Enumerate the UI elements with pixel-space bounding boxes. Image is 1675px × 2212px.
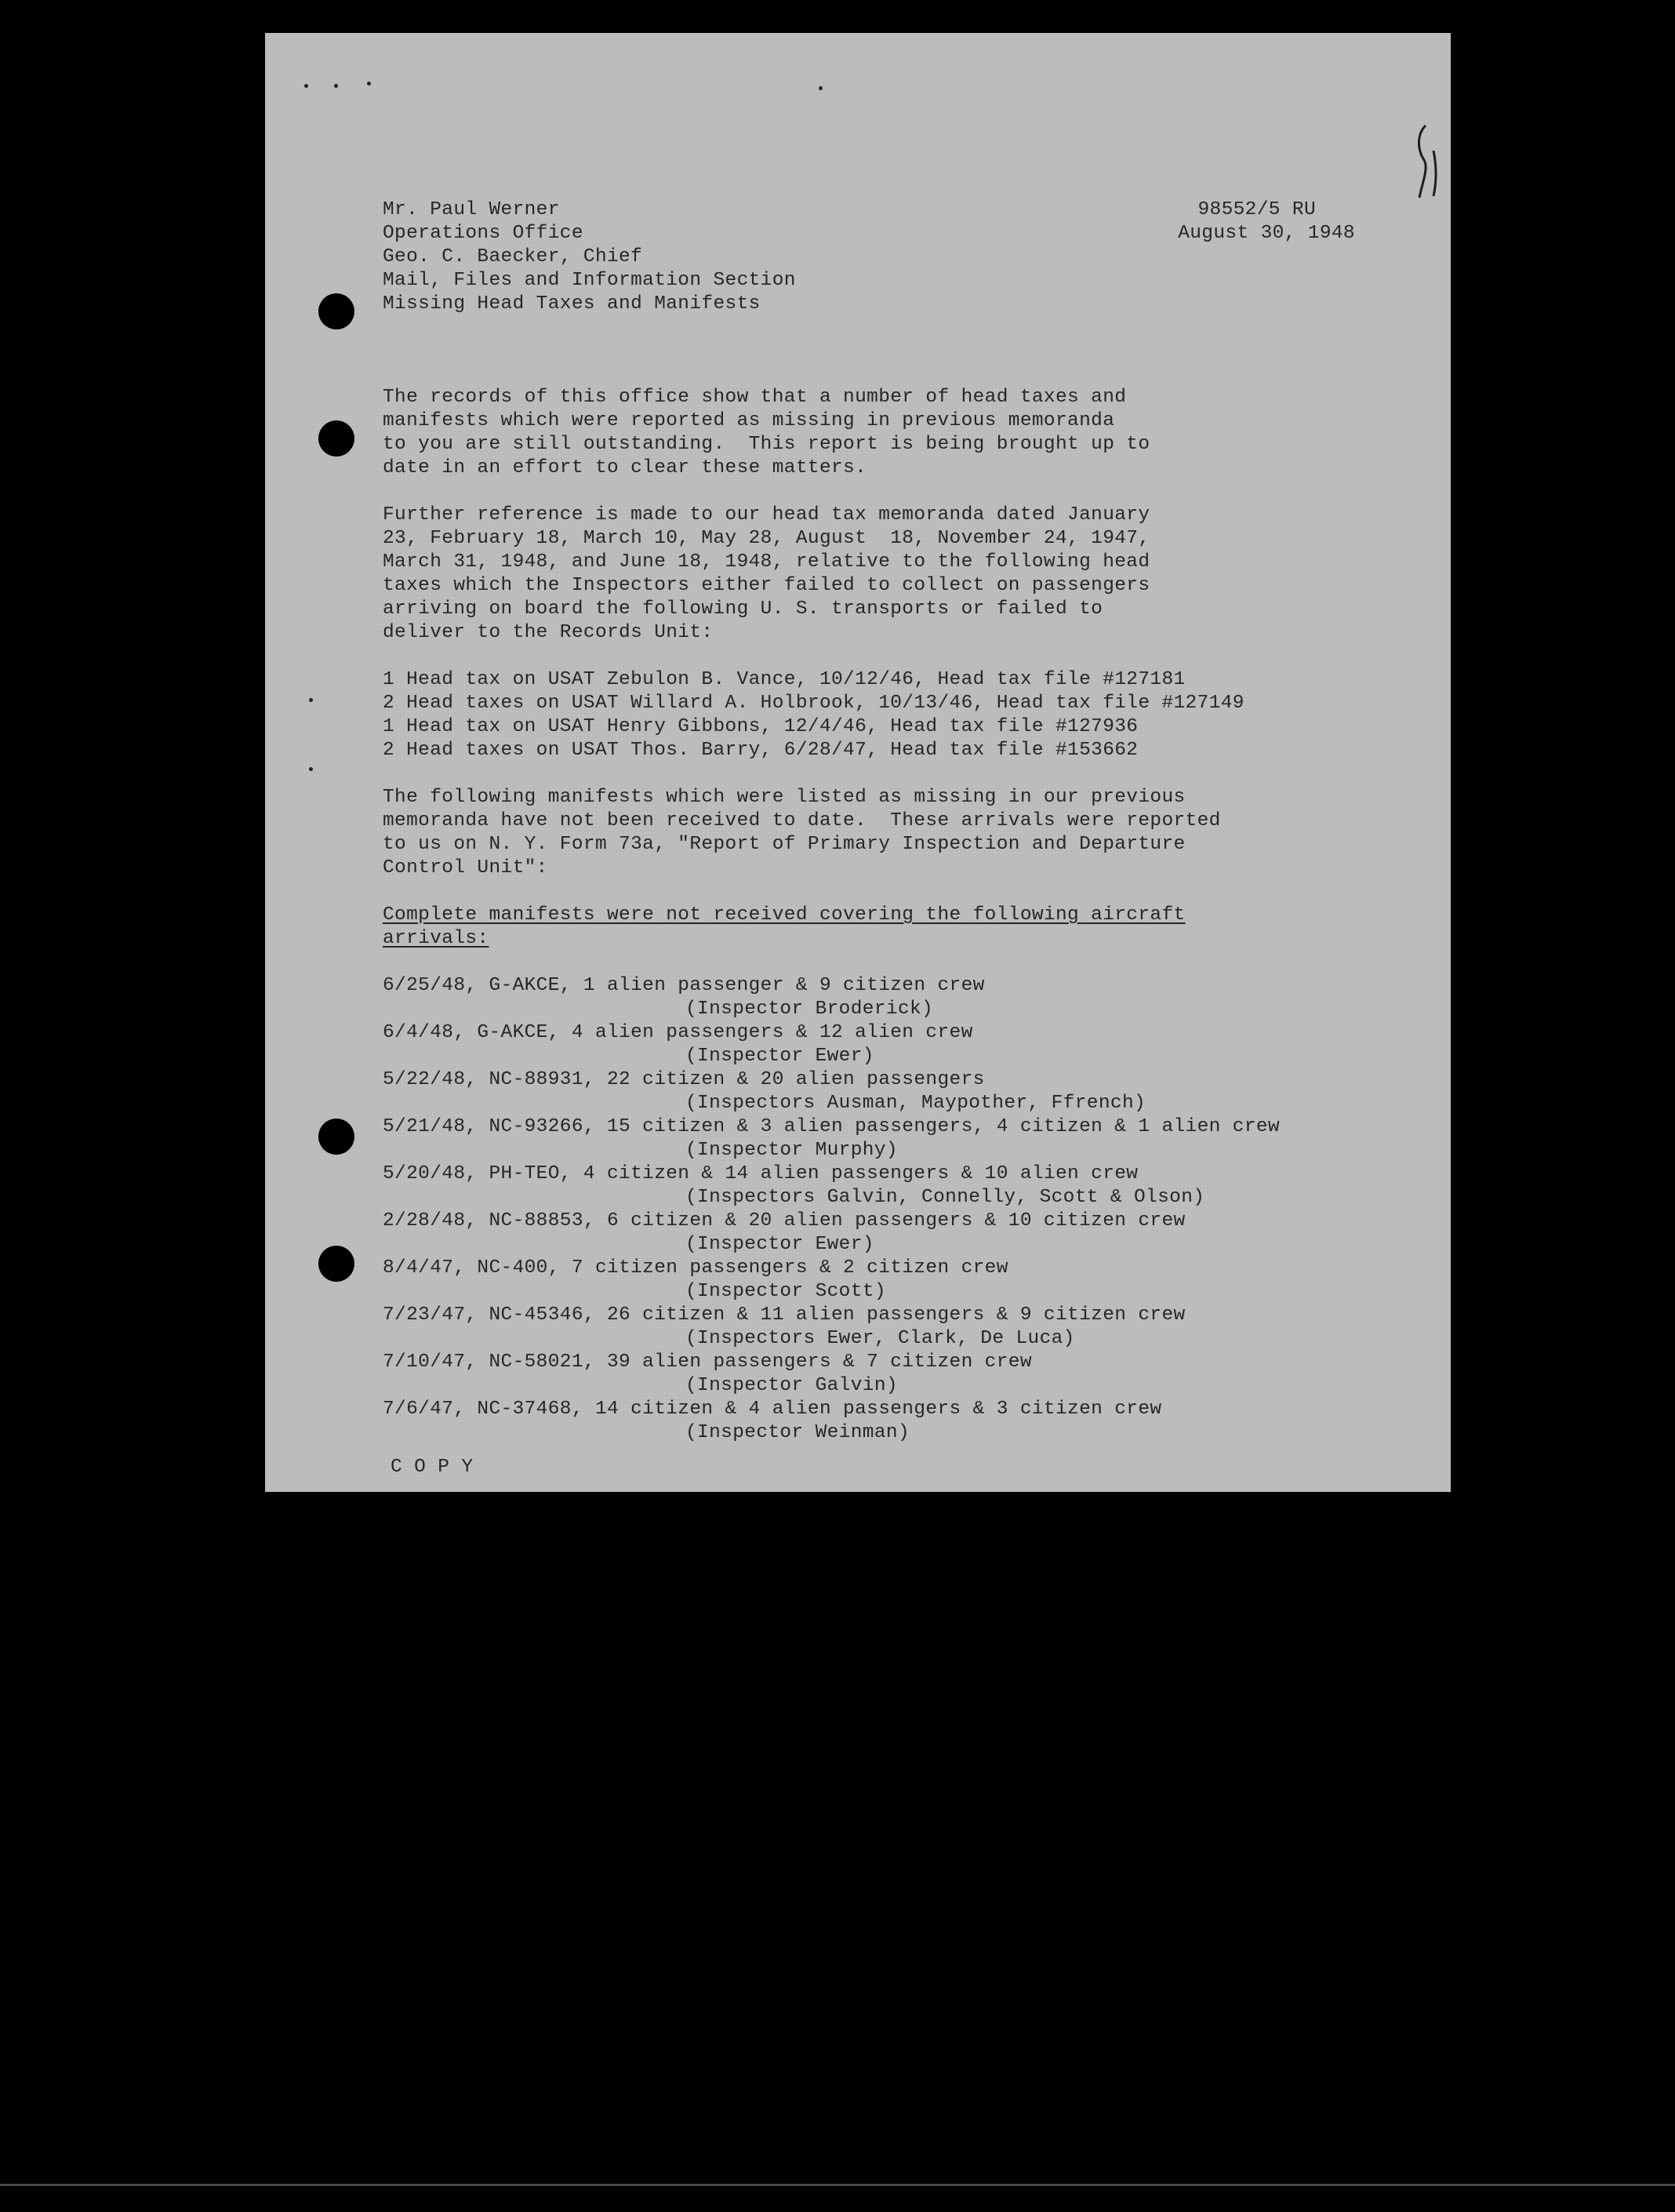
scan-bottom-edge: [0, 2184, 1675, 2186]
punch-hole-icon: [318, 293, 354, 329]
paragraph-line: 23, February 18, March 10, May 28, August 18, November 24, 1947,: [383, 528, 1150, 549]
paragraph-line: memoranda have not been received to date. These arrivals were reported: [383, 810, 1221, 831]
arrival-inspectors: (Inspectors Galvin, Connelly, Scott & Olson): [685, 1187, 1205, 1208]
paragraph-line: manifests which were reported as missing in previous memoranda: [383, 410, 1115, 431]
arrival-entry: 6/25/48, G-AKCE, 1 alien passenger & 9 citizen crew: [383, 975, 985, 996]
memo-date: August 30, 1948: [1178, 223, 1355, 244]
arrival-inspectors: (Inspector Galvin): [685, 1375, 898, 1396]
arrival-inspectors: (Inspector Ewer): [685, 1234, 874, 1255]
arrival-inspectors: (Inspector Ewer): [685, 1046, 874, 1067]
arrival-entry: 6/4/48, G-AKCE, 4 alien passengers & 12 alien crew: [383, 1022, 973, 1043]
arrival-inspectors: (Inspector Murphy): [685, 1140, 898, 1161]
punch-hole-icon: [318, 1119, 354, 1155]
memo-section: Mail, Files and Information Section: [383, 270, 796, 291]
memo-subject: Missing Head Taxes and Manifests: [383, 293, 761, 315]
paragraph-line: March 31, 1948, and June 18, 1948, relative to the following head: [383, 551, 1150, 573]
punch-hole-icon: [318, 1246, 354, 1282]
memo-file-number: 98552/5 RU: [1197, 199, 1316, 220]
arrival-entry: 7/23/47, NC-45346, 26 citizen & 11 alien passengers & 9 citizen crew: [383, 1304, 1186, 1326]
handwritten-mark-icon: [1402, 119, 1449, 206]
section-subheading: arrivals:: [383, 928, 489, 949]
paragraph-line: to us on N. Y. Form 73a, "Report of Primary Inspection and Departure: [383, 834, 1186, 855]
section-subheading: Complete manifests were not received covering the following aircraft: [383, 904, 1186, 926]
paragraph-line: Control Unit":: [383, 857, 548, 879]
arrival-inspectors: (Inspectors Ausman, Maypother, Ffrench): [685, 1093, 1146, 1114]
head-tax-item: 2 Head taxes on USAT Willard A. Holbrook, 10/13/46, Head tax file #127149: [383, 693, 1244, 714]
arrival-entry: 2/28/48, NC-88853, 6 citizen & 20 alien passengers & 10 citizen crew: [383, 1210, 1186, 1232]
arrival-entry: 5/21/48, NC-93266, 15 citizen & 3 alien passengers, 4 citizen & 1 alien crew: [383, 1116, 1280, 1137]
arrival-entry: 5/22/48, NC-88931, 22 citizen & 20 alien passengers: [383, 1069, 985, 1090]
arrival-entry: 7/6/47, NC-37468, 14 citizen & 4 alien passengers & 3 citizen crew: [383, 1399, 1162, 1420]
paragraph-line: The following manifests which were listed as missing in our previous: [383, 787, 1186, 808]
paragraph-line: taxes which the Inspectors either failed to collect on passengers: [383, 575, 1150, 596]
paragraph-line: to you are still outstanding. This report is being brought up to: [383, 434, 1150, 455]
paragraph-line: Further reference is made to our head tax memoranda dated January: [383, 504, 1150, 526]
arrival-entry: 5/20/48, PH-TEO, 4 citizen & 14 alien passengers & 10 alien crew: [383, 1163, 1139, 1184]
document-page: [265, 33, 1451, 1492]
head-tax-item: 2 Head taxes on USAT Thos. Barry, 6/28/47, Head tax file #153662: [383, 740, 1139, 761]
punch-hole-icon: [318, 420, 354, 457]
paragraph-line: The records of this office show that a number of head taxes and: [383, 387, 1127, 408]
memo-office: Operations Office: [383, 223, 583, 244]
arrival-entry: 7/10/47, NC-58021, 39 alien passengers & 7 citizen crew: [383, 1352, 1032, 1373]
copy-stamp: C O P Y: [391, 1457, 474, 1478]
paragraph-line: deliver to the Records Unit:: [383, 622, 714, 643]
head-tax-item: 1 Head tax on USAT Henry Gibbons, 12/4/46, Head tax file #127936: [383, 716, 1139, 737]
paragraph-line: date in an effort to clear these matters.: [383, 457, 867, 478]
paragraph-line: arriving on board the following U. S. transports or failed to: [383, 598, 1103, 620]
arrival-inspectors: (Inspector Broderick): [685, 999, 934, 1020]
arrival-inspectors: (Inspector Scott): [685, 1281, 886, 1302]
arrival-inspectors: (Inspector Weinman): [685, 1422, 910, 1443]
arrival-inspectors: (Inspectors Ewer, Clark, De Luca): [685, 1328, 1075, 1349]
memo-to: Mr. Paul Werner: [383, 199, 560, 220]
head-tax-item: 1 Head tax on USAT Zebulon B. Vance, 10/12/46, Head tax file #127181: [383, 669, 1186, 690]
arrival-entry: 8/4/47, NC-400, 7 citizen passengers & 2 citizen crew: [383, 1257, 1008, 1279]
memo-from: Geo. C. Baecker, Chief: [383, 246, 643, 267]
